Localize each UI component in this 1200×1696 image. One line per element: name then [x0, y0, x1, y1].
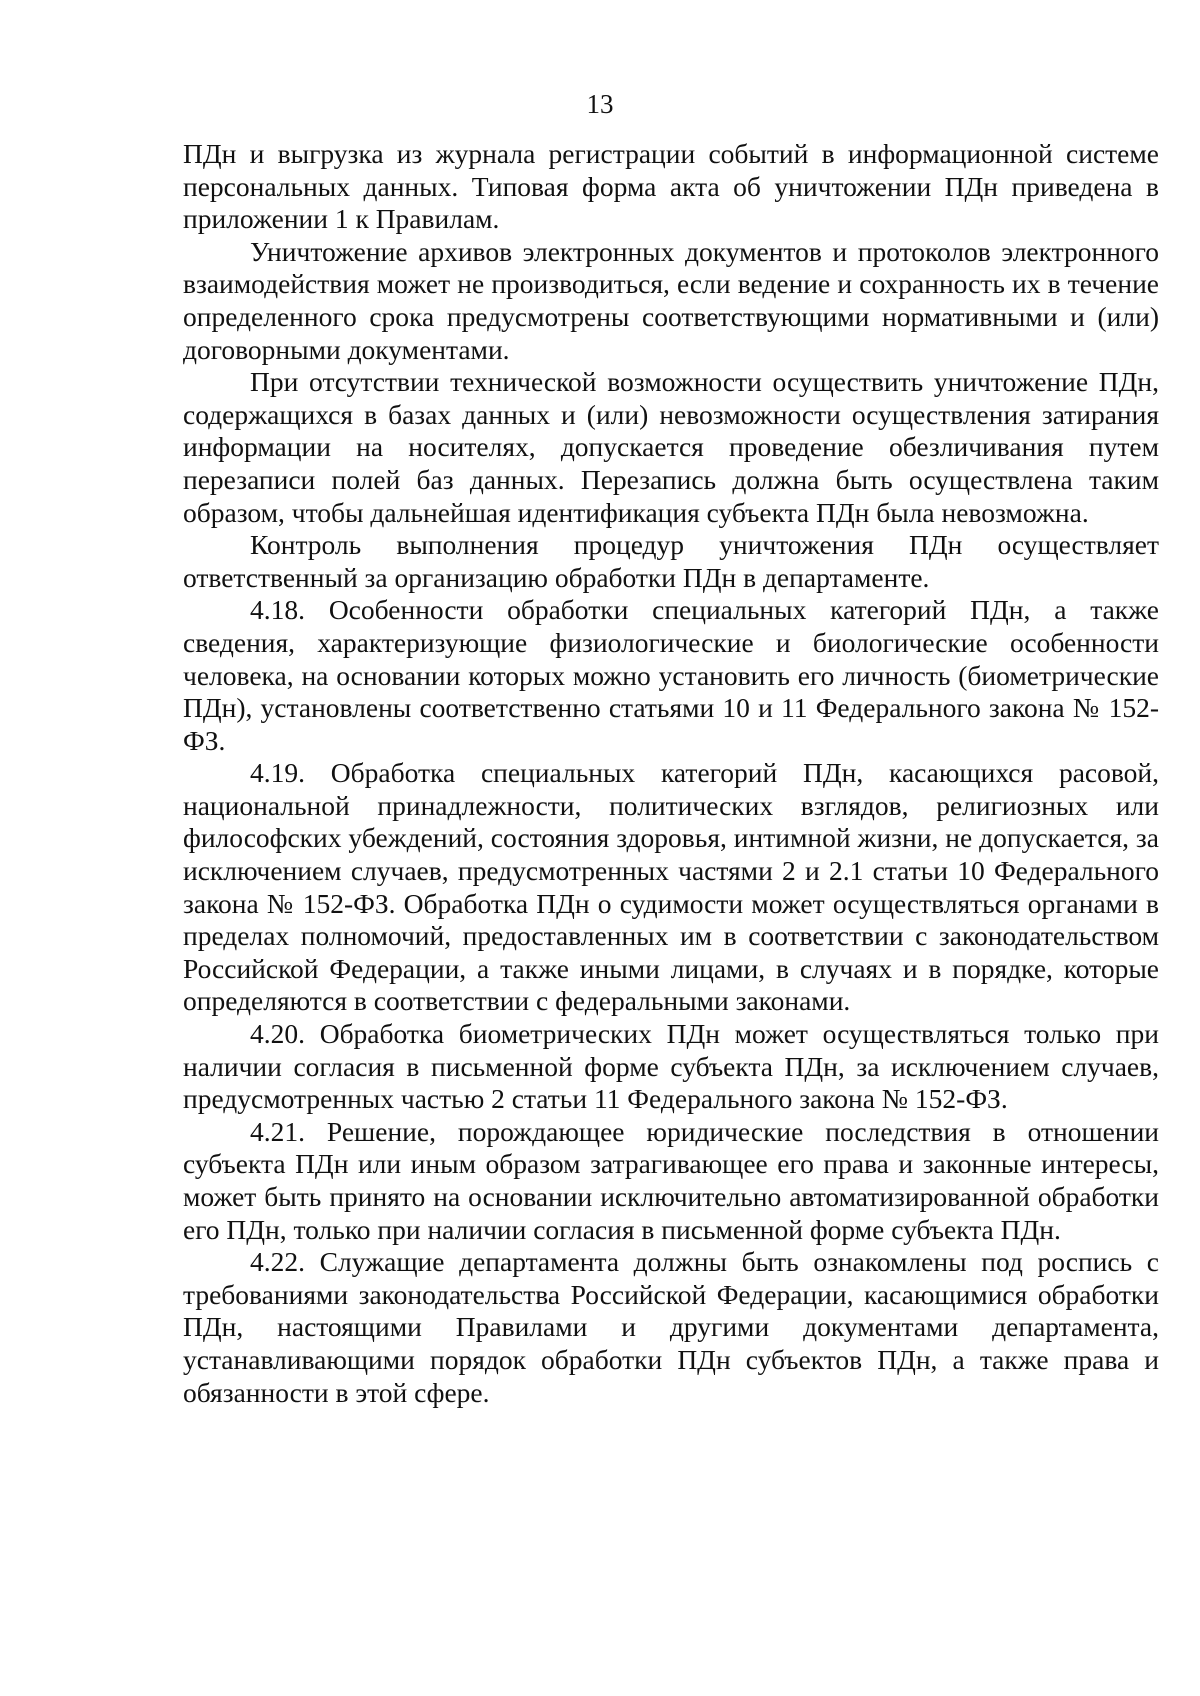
paragraph-4-22: 4.22. Служащие департамента должны быть ознакомлены под роспись с требованиями законодательства Российской Федерации, касающимися обработки ПДн, настоящими Правилами и другими документами департамента, устанавливающими порядок обработки ПДн субъектов ПДн, а также права и обязанности в этой сфере.	[183, 1246, 1159, 1408]
paragraph-4-20: 4.20. Обработка биометрических ПДн может осуществляться только при наличии согласия в письменной форме субъекта ПДн, за исключением случаев, предусмотренных частью 2 статьи 11 Федерального закона № 152-ФЗ.	[183, 1018, 1159, 1115]
paragraph-4-21: 4.21. Решение, порождающее юридические последствия в отношении субъекта ПДн или иным образом затрагивающее его права и законные интересы, может быть принято на основании исключительно автоматизированной обработки его ПДн, только при наличии согласия в письменной форме субъекта ПДн.	[183, 1115, 1159, 1245]
page-number: 13	[586, 89, 614, 119]
paragraph-archive-destruction: Уничтожение архивов электронных документов и протоколов электронного взаимодействия может не производиться, если ведение и сохранность их в течение определенного срока предусмотрены соответствующими нормативными и (или) договорными документами.	[183, 235, 1159, 365]
paragraph-4-19: 4.19. Обработка специальных категорий ПДн, касающихся расовой, национальной принадлежности, политических взглядов, религиозных или философских убеждений, состояния здоровья, интимной жизни, не допускается, за исключением случаев, предусмотренных частями 2 и 2.1 статьи 10 Федерального закона № 152-ФЗ. Обработка ПДн о судимости может осуществляться органами в пределах полномочий, предоставленных им в соответствии с законодательством Российской Федерации, а также иными лицами, в случаях и в порядке, которые определяются в соответствии с федеральными законами.	[183, 757, 1159, 1017]
paragraph-depersonalization: При отсутствии технической возможности осуществить уничтожение ПДн, содержащихся в базах данных и (или) невозможности осуществления затирания информации на носителях, допускается проведение обезличивания путем перезаписи полей баз данных. Перезапись должна быть осуществлена таким образом, чтобы дальнейшая идентификация субъекта ПДн была невозможна.	[183, 366, 1159, 528]
paragraph-destruction-control: Контроль выполнения процедур уничтожения ПДн осуществляет ответственный за организацию обработки ПДн в департаменте.	[183, 529, 1159, 593]
paragraph-4-18: 4.18. Особенности обработки специальных категорий ПДн, а также сведения, характеризующие физиологические и биологические особенности человека, на основании которых можно установить его личность (биометрические ПДн), установлены соответственно статьями 10 и 11 Федерального закона № 152-ФЗ.	[183, 594, 1159, 756]
paragraph-continuation: ПДн и выгрузка из журнала регистрации событий в информационной системе персональных данных. Типовая форма акта об уничтожении ПДн приведена в приложении 1 к Правилам.	[183, 138, 1159, 235]
document-body	[183, 138, 1159, 1409]
